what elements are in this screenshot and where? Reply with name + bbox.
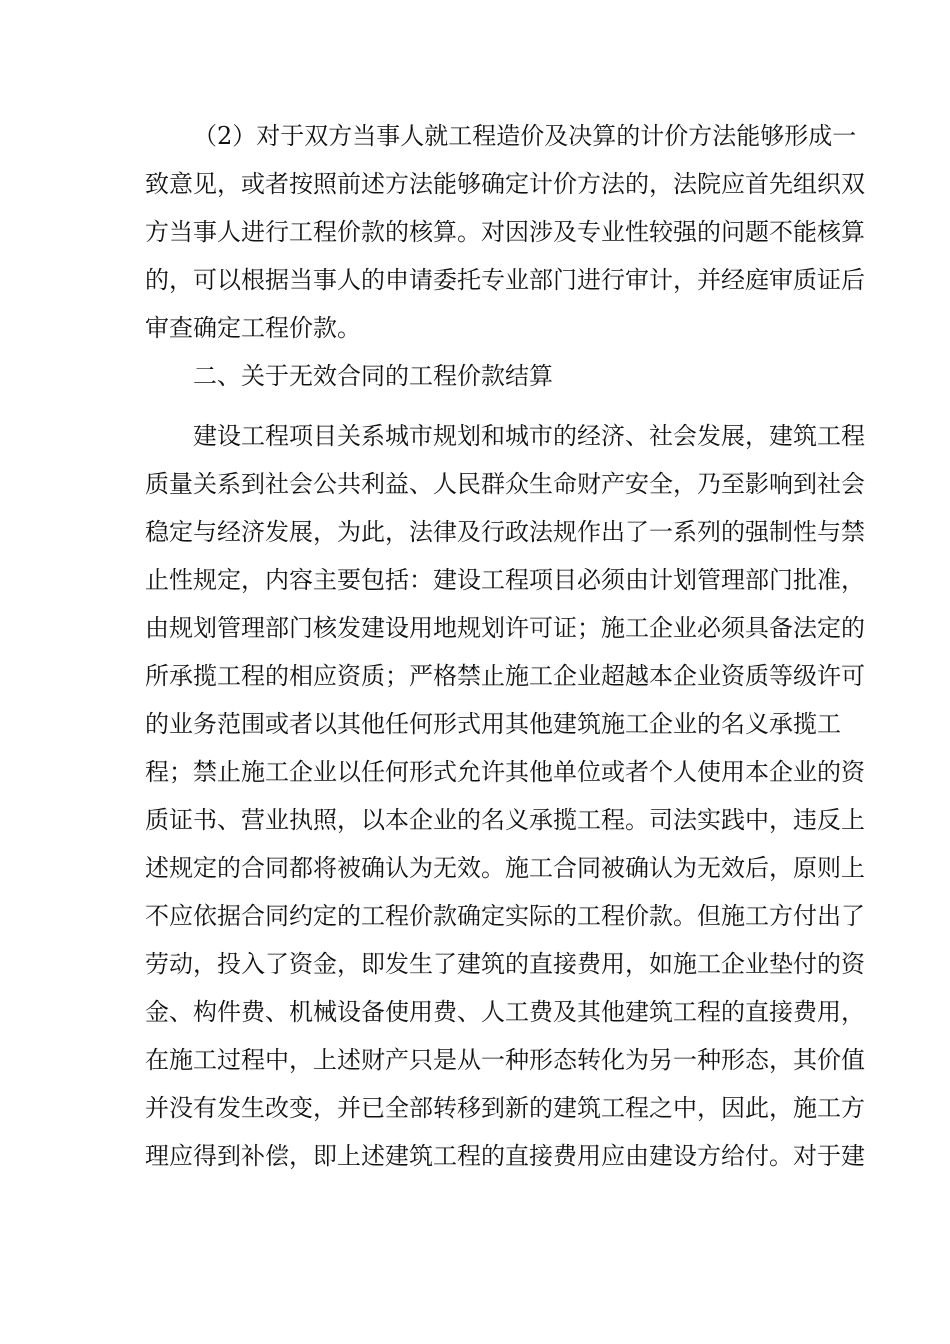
- paragraph-line: 理应得到补偿，即上述建筑工程的直接费用应由建设方给付。对于建: [145, 1142, 865, 1170]
- paragraph-line: 所承揽工程的相应资质；严格禁止施工企业超越本企业资质等级许可: [145, 662, 865, 690]
- paragraph-line: 的，可以根据当事人的申请委托专业部门进行审计，并经庭审质证后: [145, 266, 865, 294]
- paragraph-line: 并没有发生改变，并已全部转移到新的建筑工程之中，因此，施工方: [145, 1094, 865, 1122]
- paragraph-line: 的业务范围或者以其他任何形式用其他建筑施工企业的名义承揽工: [145, 710, 841, 738]
- paragraph-line: 金、构件费、机械设备使用费、人工费及其他建筑工程的直接费用，: [145, 998, 865, 1026]
- paragraph-line: 审查确定工程价款。: [145, 314, 361, 342]
- paragraph-line: 稳定与经济发展，为此，法律及行政法规作出了一系列的强制性与禁: [145, 518, 865, 546]
- section-heading: 二、关于无效合同的工程价款结算: [193, 362, 553, 390]
- paragraph-line: 方当事人进行工程价款的核算。对因涉及专业性较强的问题不能核算: [145, 218, 865, 246]
- paragraph-line: 不应依据合同约定的工程价款确定实际的工程价款。但施工方付出了: [145, 902, 865, 930]
- paragraph-line: 建设工程项目关系城市规划和城市的经济、社会发展，建筑工程: [193, 422, 865, 450]
- paragraph-line: 述规定的合同都将被确认为无效。施工合同被确认为无效后，原则上: [145, 854, 865, 882]
- paragraph-line: 程；禁止施工企业以任何形式允许其他单位或者个人使用本企业的资: [145, 758, 865, 786]
- paragraph-line: 由规划管理部门核发建设用地规划许可证；施工企业必须具备法定的: [145, 614, 865, 642]
- paragraph-line: 在施工过程中，上述财产只是从一种形态转化为另一种形态，其价值: [145, 1046, 865, 1074]
- paragraph-line: 质证书、营业执照，以本企业的名义承揽工程。司法实践中，违反上: [145, 806, 865, 834]
- paragraph-line: （2）对于双方当事人就工程造价及决算的计价方法能够形成一: [193, 122, 857, 150]
- paragraph-line: 劳动，投入了资金，即发生了建筑的直接费用，如施工企业垫付的资: [145, 950, 865, 978]
- paragraph-line: 致意见，或者按照前述方法能够确定计价方法的，法院应首先组织双: [145, 170, 865, 198]
- paragraph-line: 质量关系到社会公共利益、人民群众生命财产安全，乃至影响到社会: [145, 470, 865, 498]
- paragraph-line: 止性规定，内容主要包括：建设工程项目必须由计划管理部门批准，: [145, 566, 865, 594]
